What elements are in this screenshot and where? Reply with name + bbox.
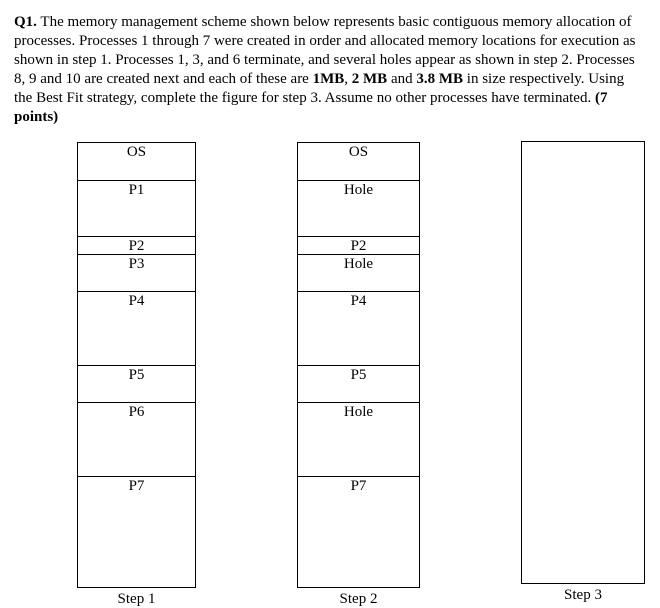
step2-block-p2 [298, 236, 419, 254]
step1-block-label: P7 [128, 478, 145, 494]
step1-block-label: P4 [128, 293, 145, 309]
step1-block-label: P3 [128, 256, 145, 272]
step1-block-os [78, 143, 195, 180]
step2-block-p5 [298, 365, 419, 402]
step1-block-label: P2 [128, 238, 145, 254]
step2-block-label: P5 [350, 367, 367, 383]
step2-block-label: P7 [350, 478, 367, 494]
step2-block-label: Hole [343, 404, 374, 420]
step3-caption: Step 3 [564, 587, 602, 603]
step3-memory-box[interactable] [521, 141, 645, 584]
step2-block-label: P4 [350, 293, 367, 309]
question-points: (7 points) [14, 90, 608, 125]
size-process-10: 3.8 MB [416, 71, 464, 87]
step2-block-os [298, 143, 419, 180]
step2-block-hole [298, 402, 419, 476]
step2-block-hole [298, 180, 419, 236]
step1-caption: Step 1 [117, 591, 156, 607]
step2-block-label: OS [348, 144, 369, 160]
step2-block-p4 [298, 291, 419, 365]
step2-block-label: P2 [350, 238, 367, 254]
question-sep-1: , [344, 71, 352, 87]
step1-block-p2 [78, 236, 195, 254]
question-body-2: in size respectively. Using the Best Fit strategy, complete the figure for step 3. Assume no other processes have terminated. [14, 71, 625, 106]
step2-memory-box [297, 142, 420, 588]
step2-caption: Step 2 [339, 591, 378, 607]
step1-block-p4 [78, 291, 195, 365]
step1-block-label: P1 [128, 182, 145, 198]
step1-memory-box [77, 142, 196, 588]
size-process-9: 2 MB [351, 71, 388, 87]
step2-block-label: Hole [343, 182, 374, 198]
step1-block-p5 [78, 365, 195, 402]
step1-block-p1 [78, 180, 195, 236]
step1-block-p3 [78, 254, 195, 291]
size-process-8: 1MB [312, 71, 345, 87]
step1-block-label: P6 [128, 404, 145, 420]
step1-block-p7 [78, 476, 195, 587]
step2-block-label: Hole [343, 256, 374, 272]
question-text [14, 13, 644, 127]
step2-block-p7 [298, 476, 419, 587]
step1-block-label: P5 [128, 367, 145, 383]
question-sep-2: and [387, 71, 417, 87]
question-body-1: The memory management scheme shown below represents basic contiguous memory allocation of processes. Processes 1 through 7 were created in order and allocated memory locations for execution as shown in step 1. Processes 1, 3, and 6 terminate, and several holes appear as shown in step 2. Processes 8, 9 and 10 are created next and each of these are [14, 14, 636, 87]
step2-block-hole [298, 254, 419, 291]
step1-block-p6 [78, 402, 195, 476]
step1-block-label: OS [126, 144, 147, 160]
question-number: Q1. [14, 14, 37, 30]
